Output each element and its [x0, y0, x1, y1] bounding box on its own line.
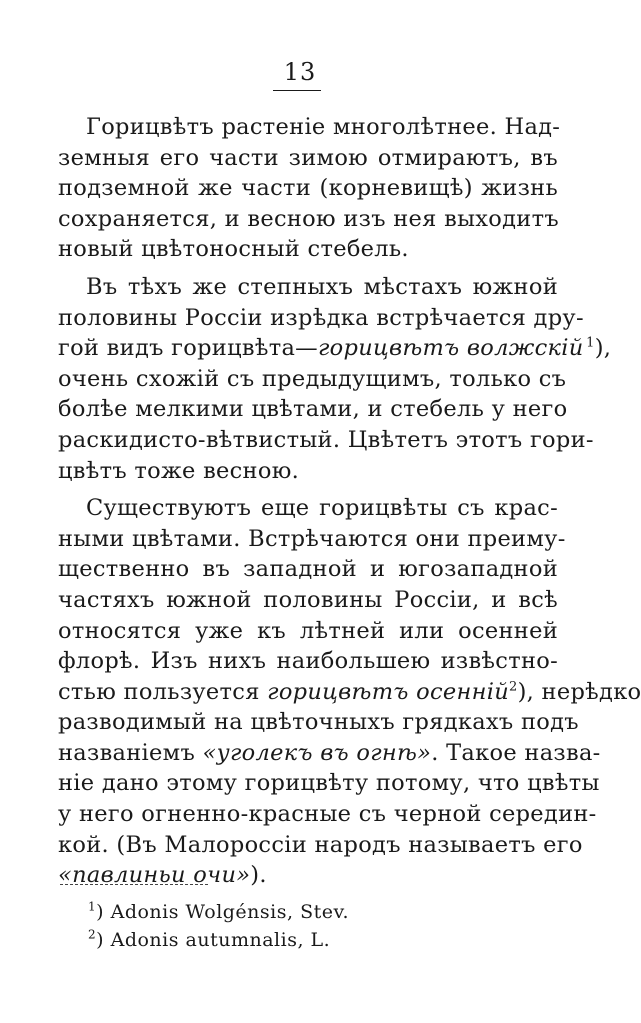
text-line — [58, 738, 601, 769]
common-name-italic: «павлиньи очи» — [58, 862, 251, 889]
text-line: цвѣтъ тоже весною. — [58, 457, 300, 484]
common-name-italic: «уголекъ въ огнѣ» — [202, 739, 432, 766]
footnote-rule — [60, 884, 208, 885]
footnote-ref-1: 1 — [586, 335, 595, 351]
body-text — [58, 112, 641, 891]
text-line: ніе дано этому горицвѣту потому, что цвѣты — [58, 770, 600, 797]
paragraph-1 — [58, 112, 561, 265]
text-run: стью пользуется — [58, 678, 268, 705]
footnote-mark: 1 — [88, 899, 97, 914]
page-number-rule — [273, 90, 321, 91]
footnotes — [88, 898, 349, 954]
text-line: флорѣ. Изъ нихъ наибольшею извѣстно- — [58, 648, 558, 675]
text-line: очень схожій съ предыдущимъ, только съ — [58, 365, 567, 392]
species-name-italic: горицвѣтъ волжскій — [317, 335, 584, 362]
text-line: земныя его части зимою отмираютъ, въ — [58, 144, 558, 171]
text-line: щественно въ западной и югозападной — [58, 556, 558, 583]
text-line: Горицвѣтъ растеніе многолѣтнее. Над- — [86, 114, 561, 140]
text-line: ными цвѣтами. Встрѣчаются они преиму- — [58, 525, 566, 552]
text-run: ), нерѣдко — [517, 678, 641, 705]
page-number: 13 — [283, 58, 317, 86]
paragraph-2 — [58, 272, 612, 486]
text-run: . Такое назва- — [431, 739, 601, 766]
text-line — [58, 677, 641, 708]
text-line — [58, 860, 558, 891]
text-line — [58, 333, 612, 364]
text-line: болѣе мелкими цвѣтами, и стебель у него — [58, 396, 568, 423]
text-run: ). — [250, 862, 267, 889]
footnote-ref-2: 2 — [509, 679, 518, 695]
paragraph-3 — [58, 493, 641, 891]
footnote-1 — [88, 898, 349, 926]
text-line: Существуютъ еще горицвѣты съ крас- — [86, 495, 558, 522]
text-run: ), — [594, 335, 612, 362]
text-line: у него огненно-красные съ черной середин- — [58, 801, 597, 828]
footnote-mark: 2 — [88, 927, 97, 942]
text-line: новый цвѣтоносный стебель. — [58, 236, 409, 263]
text-line: половины Россіи изрѣдка встрѣчается дру- — [58, 304, 584, 331]
species-name-italic: горицвѣтъ осенній — [267, 678, 509, 705]
text-line: Въ тѣхъ же степныхъ мѣстахъ южной — [86, 273, 558, 300]
text-line: частяхъ южной половины Россіи, и всѣ — [58, 586, 558, 613]
footnote-text: ) Adonis Wolgénsis, Stev. — [96, 901, 349, 923]
footnote-2 — [88, 926, 349, 954]
text-line: разводимый на цвѣточныхъ грядкахъ подъ — [58, 709, 579, 736]
text-run: названіемъ — [58, 739, 203, 766]
text-line: относятся уже къ лѣтней или осенней — [58, 617, 558, 644]
footnote-text: ) Adonis autumnalis, L. — [96, 929, 331, 951]
text-line: сохраняется, и весною изъ нея выходитъ — [58, 205, 559, 232]
text-line: подземной же части (корневищѣ) жизнь — [58, 175, 558, 202]
text-run: гой видъ горицвѣта— — [58, 335, 318, 362]
text-line: кой. (Въ Малороссіи народъ называетъ его — [58, 831, 583, 858]
text-line: раскидисто-вѣтвистый. Цвѣтетъ этотъ гори- — [58, 426, 594, 453]
